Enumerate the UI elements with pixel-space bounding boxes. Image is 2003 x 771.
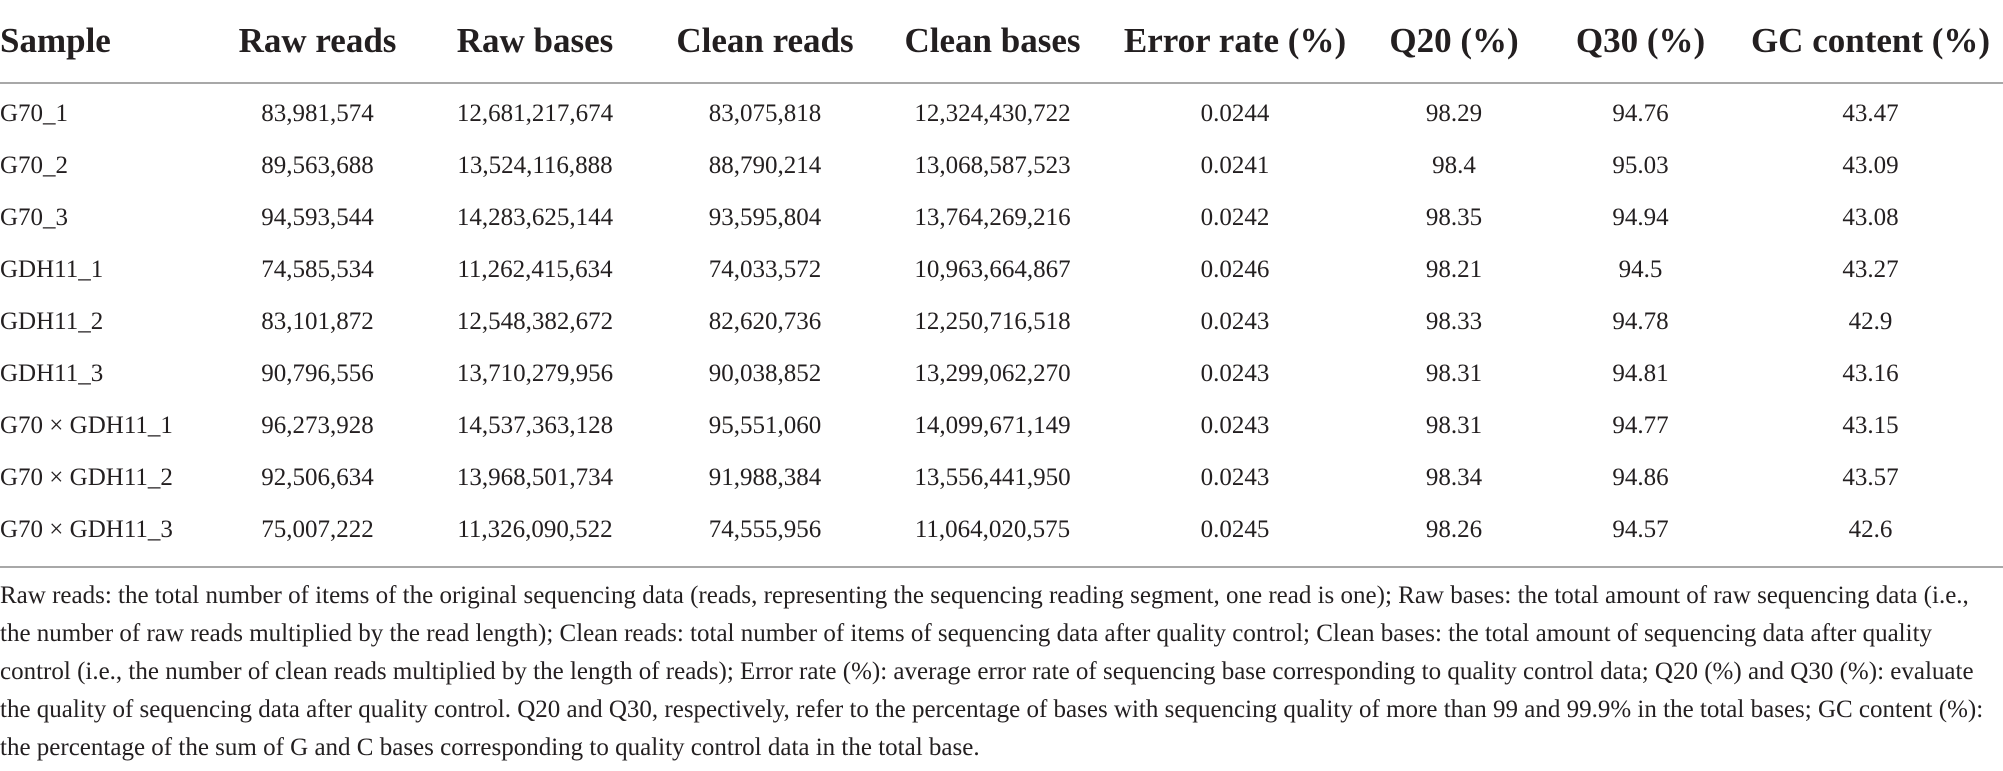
cell-q30: 94.77 [1612, 412, 1669, 439]
table-body [0, 83, 2003, 556]
cell-error-rate: 0.0243 [1200, 360, 1270, 387]
cell-gc-content: 42.9 [1848, 308, 1893, 335]
table-row [0, 296, 2003, 348]
cell-gc-content: 43.16 [1842, 360, 1899, 387]
table-footnote: Raw reads: the total number of items of the original sequencing data (reads, representing the sequencing reading segment, one read is one); Raw bases: the total amount of raw sequencing data (i.e., the number of raw reads multiplied by the read length); Clean reads: total number of items of sequencing data after quality control; Clean bases: the total amount of sequencing data after quality control (i.e., the number of clean reads multiplied by the length of reads); Error rate (%): average error rate of sequencing base corresponding to quality control data; Q20 (%) and Q30 (%): evaluate the quality of sequencing data after quality control. Q20 and Q30, respectively, refer to the percentage of bases with sequencing quality of more than 99 and 99.9% in the total bases; GC content (%): the percentage of the sum of G and C bases corresponding to quality control data in the total base. [0, 582, 1984, 761]
cell-error-rate: 0.0242 [1200, 204, 1270, 231]
cell-q30: 94.81 [1612, 360, 1669, 387]
cell-gc-content: 43.57 [1842, 464, 1899, 491]
cell-raw-bases: 14,537,363,128 [456, 412, 614, 439]
cell-error-rate: 0.0243 [1200, 412, 1270, 439]
cell-gc-content: 43.08 [1842, 204, 1899, 231]
header-error-rate: Error rate (%) [1105, 0, 1365, 83]
cell-clean-bases: 13,764,269,216 [914, 204, 1071, 231]
cell-raw-bases: 13,710,279,956 [456, 360, 614, 387]
cell-q30: 94.94 [1612, 204, 1669, 231]
table-row [0, 83, 2003, 140]
cell-raw-reads: 83,101,872 [261, 308, 374, 335]
cell-clean-bases: 14,099,671,149 [914, 412, 1071, 439]
cell-q30: 94.78 [1612, 308, 1669, 335]
table-row [0, 400, 2003, 452]
table-row [0, 452, 2003, 504]
cell-q30: 95.03 [1612, 152, 1669, 179]
header-clean-bases: Clean bases [880, 0, 1105, 83]
cell-sample: G70_2 [0, 152, 69, 179]
cell-raw-reads: 74,585,534 [261, 256, 374, 283]
header-q20: Q20 (%) [1365, 0, 1543, 83]
table-row [0, 348, 2003, 400]
header-raw-bases: Raw bases [420, 0, 650, 83]
cell-raw-reads: 94,593,544 [261, 204, 374, 231]
cell-q20: 98.34 [1425, 464, 1483, 491]
cell-q20: 98.33 [1425, 308, 1483, 335]
cell-q30: 94.57 [1612, 516, 1669, 543]
table-row [0, 140, 2003, 192]
cell-q20: 98.29 [1425, 100, 1483, 127]
cell-q30: 94.86 [1612, 464, 1669, 491]
cell-q20: 98.21 [1425, 256, 1483, 283]
cell-raw-bases: 13,968,501,734 [456, 464, 614, 491]
cell-gc-content: 42.6 [1848, 516, 1893, 543]
cell-error-rate: 0.0244 [1200, 100, 1270, 127]
cell-sample: G70_1 [0, 100, 69, 127]
cell-q20: 98.4 [1432, 152, 1476, 179]
cell-gc-content: 43.09 [1842, 152, 1899, 179]
cell-clean-bases: 10,963,664,867 [914, 256, 1071, 283]
cell-raw-reads: 92,506,634 [261, 464, 374, 491]
cell-q20: 98.26 [1425, 516, 1483, 543]
header-raw-reads: Raw reads [215, 0, 420, 83]
cell-clean-reads: 82,620,736 [708, 308, 822, 335]
cell-sample: G70_3 [0, 204, 69, 231]
cell-raw-bases: 12,548,382,672 [456, 308, 614, 335]
cell-sample: GDH11_1 [0, 256, 104, 283]
cell-raw-reads: 96,273,928 [261, 412, 374, 439]
cell-clean-reads: 74,555,956 [708, 516, 822, 543]
cell-clean-reads: 93,595,804 [708, 204, 822, 231]
cell-clean-reads: 95,551,060 [708, 412, 822, 439]
cell-q20: 98.31 [1425, 360, 1483, 387]
cell-raw-bases: 11,262,415,634 [457, 256, 613, 283]
cell-q20: 98.31 [1425, 412, 1483, 439]
cell-clean-reads: 91,988,384 [708, 464, 822, 491]
cell-clean-bases: 12,324,430,722 [914, 100, 1071, 127]
cell-raw-reads: 90,796,556 [261, 360, 374, 387]
cell-clean-reads: 74,033,572 [708, 256, 822, 283]
cell-raw-reads: 89,563,688 [261, 152, 374, 179]
cell-q30: 94.76 [1612, 100, 1669, 127]
cell-sample: GDH11_2 [0, 308, 104, 335]
cell-sample: G70 × GDH11_2 [0, 464, 173, 491]
cell-raw-bases: 11,326,090,522 [457, 516, 613, 543]
header-clean-reads: Clean reads [650, 0, 880, 83]
cell-raw-bases: 14,283,625,144 [456, 204, 614, 231]
table-bottom-rule [0, 566, 2003, 568]
cell-error-rate: 0.0243 [1200, 464, 1270, 491]
cell-gc-content: 43.47 [1842, 100, 1899, 127]
cell-raw-bases: 12,681,217,674 [456, 100, 614, 127]
cell-raw-reads: 75,007,222 [261, 516, 374, 543]
table-row [0, 244, 2003, 296]
cell-clean-bases: 12,250,716,518 [914, 308, 1071, 335]
cell-q30: 94.5 [1618, 256, 1663, 283]
cell-gc-content: 43.27 [1842, 256, 1899, 283]
cell-error-rate: 0.0246 [1200, 256, 1270, 283]
cell-clean-bases: 11,064,020,575 [914, 516, 1071, 543]
cell-sample: G70 × GDH11_3 [0, 516, 173, 543]
header-q30: Q30 (%) [1543, 0, 1738, 83]
header-sample: Sample [0, 0, 215, 83]
cell-q20: 98.35 [1425, 204, 1483, 231]
cell-raw-reads: 83,981,574 [261, 100, 374, 127]
cell-clean-reads: 83,075,818 [708, 100, 822, 127]
cell-clean-reads: 88,790,214 [708, 152, 822, 179]
cell-error-rate: 0.0243 [1200, 308, 1270, 335]
cell-gc-content: 43.15 [1842, 412, 1899, 439]
cell-raw-bases: 13,524,116,888 [457, 152, 613, 179]
cell-clean-bases: 13,299,062,270 [914, 360, 1071, 387]
cell-clean-reads: 90,038,852 [708, 360, 822, 387]
table-row [0, 192, 2003, 244]
header-row [0, 0, 2003, 83]
cell-error-rate: 0.0241 [1200, 152, 1270, 179]
cell-sample: G70 × GDH11_1 [0, 412, 173, 439]
header-gc-content: GC content (%) [1738, 0, 2003, 83]
cell-error-rate: 0.0245 [1200, 516, 1270, 543]
table-header [0, 0, 2003, 83]
cell-sample: GDH11_3 [0, 360, 104, 387]
cell-clean-bases: 13,556,441,950 [914, 464, 1071, 491]
cell-clean-bases: 13,068,587,523 [914, 152, 1071, 179]
table-row [0, 504, 2003, 556]
